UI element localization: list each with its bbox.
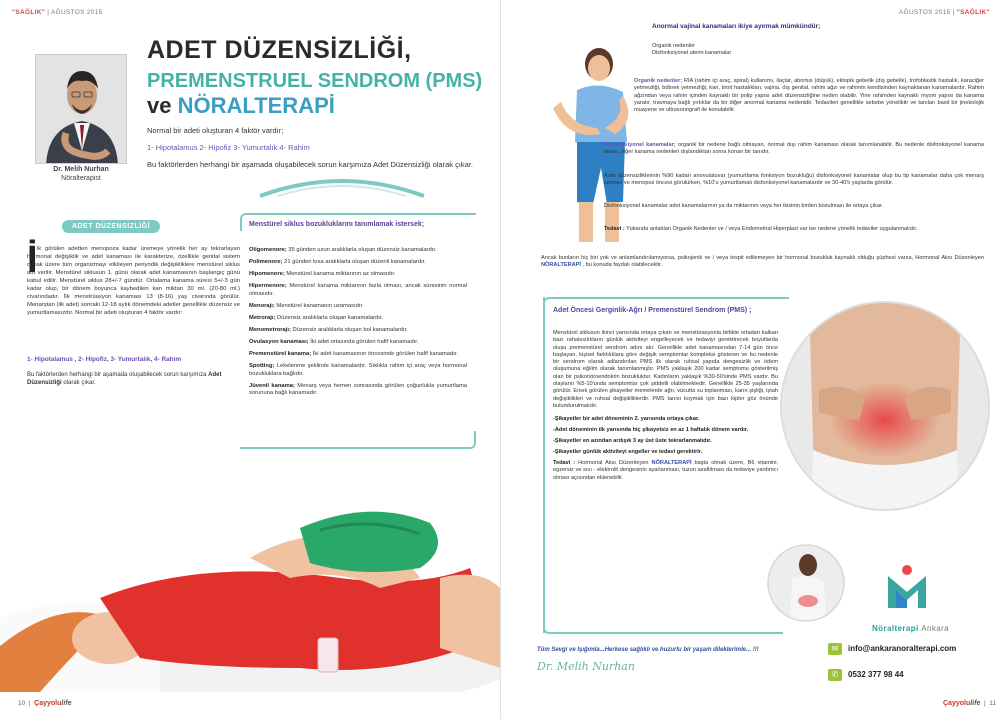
body-outcome <box>27 371 240 387</box>
treatment-label: Tedavi : <box>604 226 625 232</box>
author-signature: Dr. Melih Nurhan <box>537 660 635 673</box>
photo-abdomen-circle <box>779 300 991 512</box>
term-item: Premenstürel kanama; İki adet kanamasının öncesinde görülen hafif kanamadır. <box>249 351 459 358</box>
pms-heading: Adet Öncesi Gerginlik-Ağrı / Premenstürel Sendrom (PMS) ; <box>553 307 752 314</box>
term-item: Menorajı; Menstürel kanamanın uzamasıdır. <box>249 302 364 309</box>
pms-criterion: -Şikayetler en azından ardışık 3 ay üst üste tekrarlanmalıdır. <box>553 437 712 444</box>
term-item: Oligomenore; 35 günden uzun aralıklarla oluşan düzensiz kanamalardır. <box>249 247 437 253</box>
phone-icon: ✆ <box>828 669 842 681</box>
photo-woman-reclining <box>0 468 500 692</box>
term-item: Menometrorajı; Düzensiz aralıklarla oluşan bol kanamalardır. <box>249 327 408 334</box>
closing-wish: Tüm Sevgi ve Işığımla...Herkese sağlıklı ve huzurlu bir yaşam dileklerimle... !!! <box>537 647 759 653</box>
footer-page-number: 11 <box>989 700 997 707</box>
anovulatory-paragraph: Adet düzensizliklerinin %90 kadarı anovulatuvar (yumurtlama fonksiyon bozukluğu) disfonksiyonel kanamalar olup bu tip kanamalar daha çok menarş sonrası ve menopoz öncesi görülürken, %10'u yumurtlamalı disfonksiyonel kanamalardır ve 30-40'lı yaşlarda görülür. <box>604 173 984 187</box>
term-item: Hipomenore; Menstürel kanama miktarının az olmasıdır. <box>249 271 396 278</box>
bracket-bottom <box>240 431 476 449</box>
abnormal-heading: Anormal vajinal kanamaları ikiye ayırmak mümkündür; <box>652 23 821 30</box>
note-prefix: Ancak bunların hiç biri yok ve anlamlandırılamıyorsa, psikojenik ve / veya tespit edilemeyen bir hormonal bozukluk kaynaklı olduğu şüphesi varsa, Hormonal Aksı Düzenleyen <box>541 255 984 261</box>
note-paragraph <box>541 255 984 270</box>
author-portrait <box>35 54 127 164</box>
header-section: "SAĞLIK" <box>956 9 990 16</box>
term-item: Metrorajı; Düzensiz aralıklarla oluşan kanamalardır. <box>249 314 384 321</box>
pms-criterion: -Şikayetler bir adet döneminin 2. yarısında ortaya çıkar. <box>553 416 700 423</box>
note-bold: NÖRALTERAPİ <box>541 262 581 269</box>
pms-treatment: Tedavi : Hormonal Aksı Düzenleyen NÖRALTERAPİ başta olmak üzere, B6 vitamini, egzersiz ve sıvı - elektrolit dengesinin ayarlanması, tuzun azaltılması da tedaviye yardımcı olması açısından eklenebilir. <box>553 459 779 481</box>
title-line3-highlight: NÖRALTERAPİ <box>177 93 335 118</box>
dropcap: İ <box>27 239 38 281</box>
intro-follow: Bu faktörlerden herhangi bir aşamada oluşabilecek sorun karşımıza Adet Düzensizliği olarak çıkar. <box>147 160 474 169</box>
outcome-bold: Adet Düzensizliği <box>27 372 222 386</box>
header-date: AĞUSTOS 2015 <box>50 9 103 16</box>
body-text: lk görülen adetten menopoza kadar üremeye yönelik her ay tekrarlayan hormonal değişiklik ve adet kanaması ile karakterize, özellikle genital sistem olmak üzere tüm organizmayı etkileyen periyodik değişikliklere menstürel siklus adı verilir. Menstürel siklusun 1. günü olarak adet kanamasının başlangıç günü kabul edilir. Menstürel siklus 28+/-7 gündür. Ortalama kanama süresi 5+/-3 gün kadar olup, bir dönem boyunca kaybedilen kan miktarı 30 ml. (20-80 ml.) civarındadır. İlk menstrüasyon kanaması 13 (8-16) yaş civarında görülür. Menarştan (ilk adet) sonraki 12-18 aylık dönemdeki adetler genellikle düzensiz ve yumurtlamasızdır. Normal bir adeti oluşturan 4 faktör vardır: <box>27 246 240 316</box>
logo-wordmark: Nöralterapi Ankara <box>872 624 950 633</box>
term-item: Jüvenil kanama; Menarş veya hemen sonrasında görülen çoğunlukla yumurtlama sorununa bağlı kanamadır. <box>249 382 468 397</box>
term-item: Spotting; Lekelenme şeklinde kanamalardır. Sıklıkla rahim içi araç veya hormonal bozukluklara bağlıdır. <box>249 363 467 377</box>
term-item: Ovulasyon kanaması; İki adet ortasında görülen hafif kanamadır. <box>249 339 419 346</box>
title-line3-prefix: ve <box>147 93 172 118</box>
pms-bracket-side <box>543 297 545 633</box>
page-header-left: "SAĞLIK" | AĞUSTOS 2015 <box>12 9 103 16</box>
page-header-right: AĞUSTOS 2015 | "SAĞLIK" <box>899 9 990 16</box>
organic-label: Organik nedenler; <box>634 78 683 84</box>
pms-criterion: -Şikayetler günlük aktiviteyi engeller ve tedavi gerektirir. <box>553 448 703 455</box>
organic-paragraph <box>634 78 984 114</box>
footer-left: 10 | Çayyolulife <box>18 700 72 707</box>
intro-factors: 1- Hipotalamus 2- Hipofiz 3- Yumurtalık 4- Rahim <box>147 143 310 152</box>
term-item: Polimenore; 21 günden kısa aralıklarla oluşan düzenli kanamalardır. <box>249 259 426 266</box>
treatment-paragraph <box>604 226 984 233</box>
header-date: AĞUSTOS 2015 <box>899 9 951 16</box>
author-title: Nöralterapist <box>61 174 101 182</box>
author-caption <box>35 166 127 183</box>
note-suffix: , bu konuda faydalı olabilecektir. <box>580 262 663 269</box>
menstrual-heading: Menstürel siklus bozukluklarını tanımlamak istersek; <box>249 221 425 228</box>
footer-page-number: 10 <box>18 700 26 707</box>
contact-phone: 0532 377 98 44 <box>848 670 904 679</box>
terms-list <box>249 247 467 403</box>
pms-block <box>553 330 778 485</box>
mail-icon: ✉ <box>828 643 842 655</box>
pms-criterion: -Adet döneminin ilk yarısında hiç şikayetsiz en az 1 haftalık dönem vardır. <box>553 427 749 434</box>
outcome-prefix: Bu faktörlerden herhangi bir aşamada oluşabilecek sorun karşımıza <box>27 372 209 378</box>
header-section: "SAĞLIK" <box>12 9 46 16</box>
pms-paragraph: Menstürel siklusun ikinci yarısında ortaya çıkan ve menstürasyonla birlikte ortadan kalkan bazı rahatsızlıkların günlük aktiviteyi engelleyecek ve tedaviyi gerektirecek boyutlarda oluşu premenstürel sendrom adını alır. Genellikle adet kanamasından 7-14 gün önce başlayan, kişisel farklılıklara göre değişik semptomlar kompleksi gösteren ve bu nedenle bir sendrom olarak adlandırılan PMS ilk olarak ruhsal yapıda dengesizlik ve ödem oluşumuna eğilim olarak tanımlanmıştır. PMS yaklaşık 200 kadar semptomu gösterilmiş olan bir psikonöroendokrin bozukluktur. Kadınların yaklaşık %30-50'sinde PMS vardır. Bu olayların %5-10'unda semptomlar çok şiddetli olabilmektedir. Genellikle 25-35 yaşlarında görülür. Ensık görülen şikayetler memelerde ağrı, vücutta su toplanması, karın şişliği, iştah değişiklikleri ve ruhsal değişikliklerdir. PMS tanısı koymak için bazı kipler göz önünde bulundurulmalıdır. <box>553 330 778 409</box>
right-page <box>500 0 1000 719</box>
abnormal-item: Disfonksiyonel uterin kanamalar <box>652 50 732 57</box>
intro-lead: Normal bir adeti oluşturan 4 faktör vardır; <box>147 126 284 135</box>
treatment-text: Yukarıda anlatılan Organik Nedenler ve / veya Endometrial Hiperplazi var ise nedene yönelik tedaviler uygulanmalıdır. <box>624 226 918 232</box>
dysfunc-text: organik bir nedene bağlı olmayan, normal dışı rahim kanaması olarak tanımlanabilir. Bu nedenle disfonksiyonel kanama tanısı, diğer kanama nedenleri dışlandıktan sonra konan bir tanıdır. <box>604 142 984 156</box>
organic-text: RIA (rahim içi araç, spiral) kullanımı, ilaçlar, abortus (düşük), ektopik gebelik (dış gebelik), trofoblastik hastalık, karaciğer yetmezliği, böbrek yetmezliği, kan, tiroit hastalıkları, vajina, dış genital, rahim ağzı ve rahimin kendisinden kaynaklanan kanamalardır. Rahim ağzından veya rahim içinden kaynaklı bir polip yapısı adet düzensizliğine neden olabilir. Yine rahimden kaynaklı myom yapısı da kanama yaratır, travmaya bağlı yırtıklar da bir diğer anormal kanama nedenidir. Tedavileri genellikle sebebe yöneliktir ve tanıları basit bir jinekolojik muayene ve ultrasonografi ile konulabilir. <box>634 78 984 114</box>
body-factors: 1- Hipotalamus , 2- Hipofiz, 3- Yumurtalık, 4- Rahim <box>27 356 181 363</box>
section-pill-adet: ADET DÜZENSİZLİĞİ <box>62 220 160 233</box>
pms-bracket-bottom <box>543 618 783 634</box>
title-line3 <box>147 93 335 119</box>
outcome-suffix: olarak çıkar. <box>61 380 96 386</box>
author-name: Dr. Melih Nurhan <box>53 166 109 173</box>
photo-small-circle <box>766 543 846 623</box>
title-line2: PREMENSTRUEL SENDROM (PMS) <box>147 70 483 92</box>
abnormal-item: Organik nedenler <box>652 43 695 49</box>
noralterapi-logo-icon <box>886 562 928 612</box>
footer-brand: Çayyolulife <box>943 700 981 707</box>
contact-email-link[interactable]: info@ankaranoralterapi.com <box>848 644 957 653</box>
footer-right: Çayyolulife | 11 <box>943 700 997 707</box>
divider-arc <box>258 174 426 198</box>
dysfunc-both-paragraph: Disfonksiyonel kanamalar adet kanamalarının ya da miktarının veya her ikisinin birden bozulması ile ortaya çıkar. <box>604 203 884 209</box>
dysfunc-paragraph <box>604 142 984 157</box>
intro-block <box>147 125 487 170</box>
term-item: Hipermenore; Menstürel kanama miktarının fazla olması, ancak süresinin normal olmasıdır. <box>249 283 467 297</box>
title-line1: ADET DÜZENSİZLİĞİ, <box>147 36 412 64</box>
abnormal-list <box>652 43 902 58</box>
dysfunc-label: Disfonksiyonel kanamalar; <box>604 142 676 148</box>
footer-brand: Çayyolulife <box>34 700 72 707</box>
